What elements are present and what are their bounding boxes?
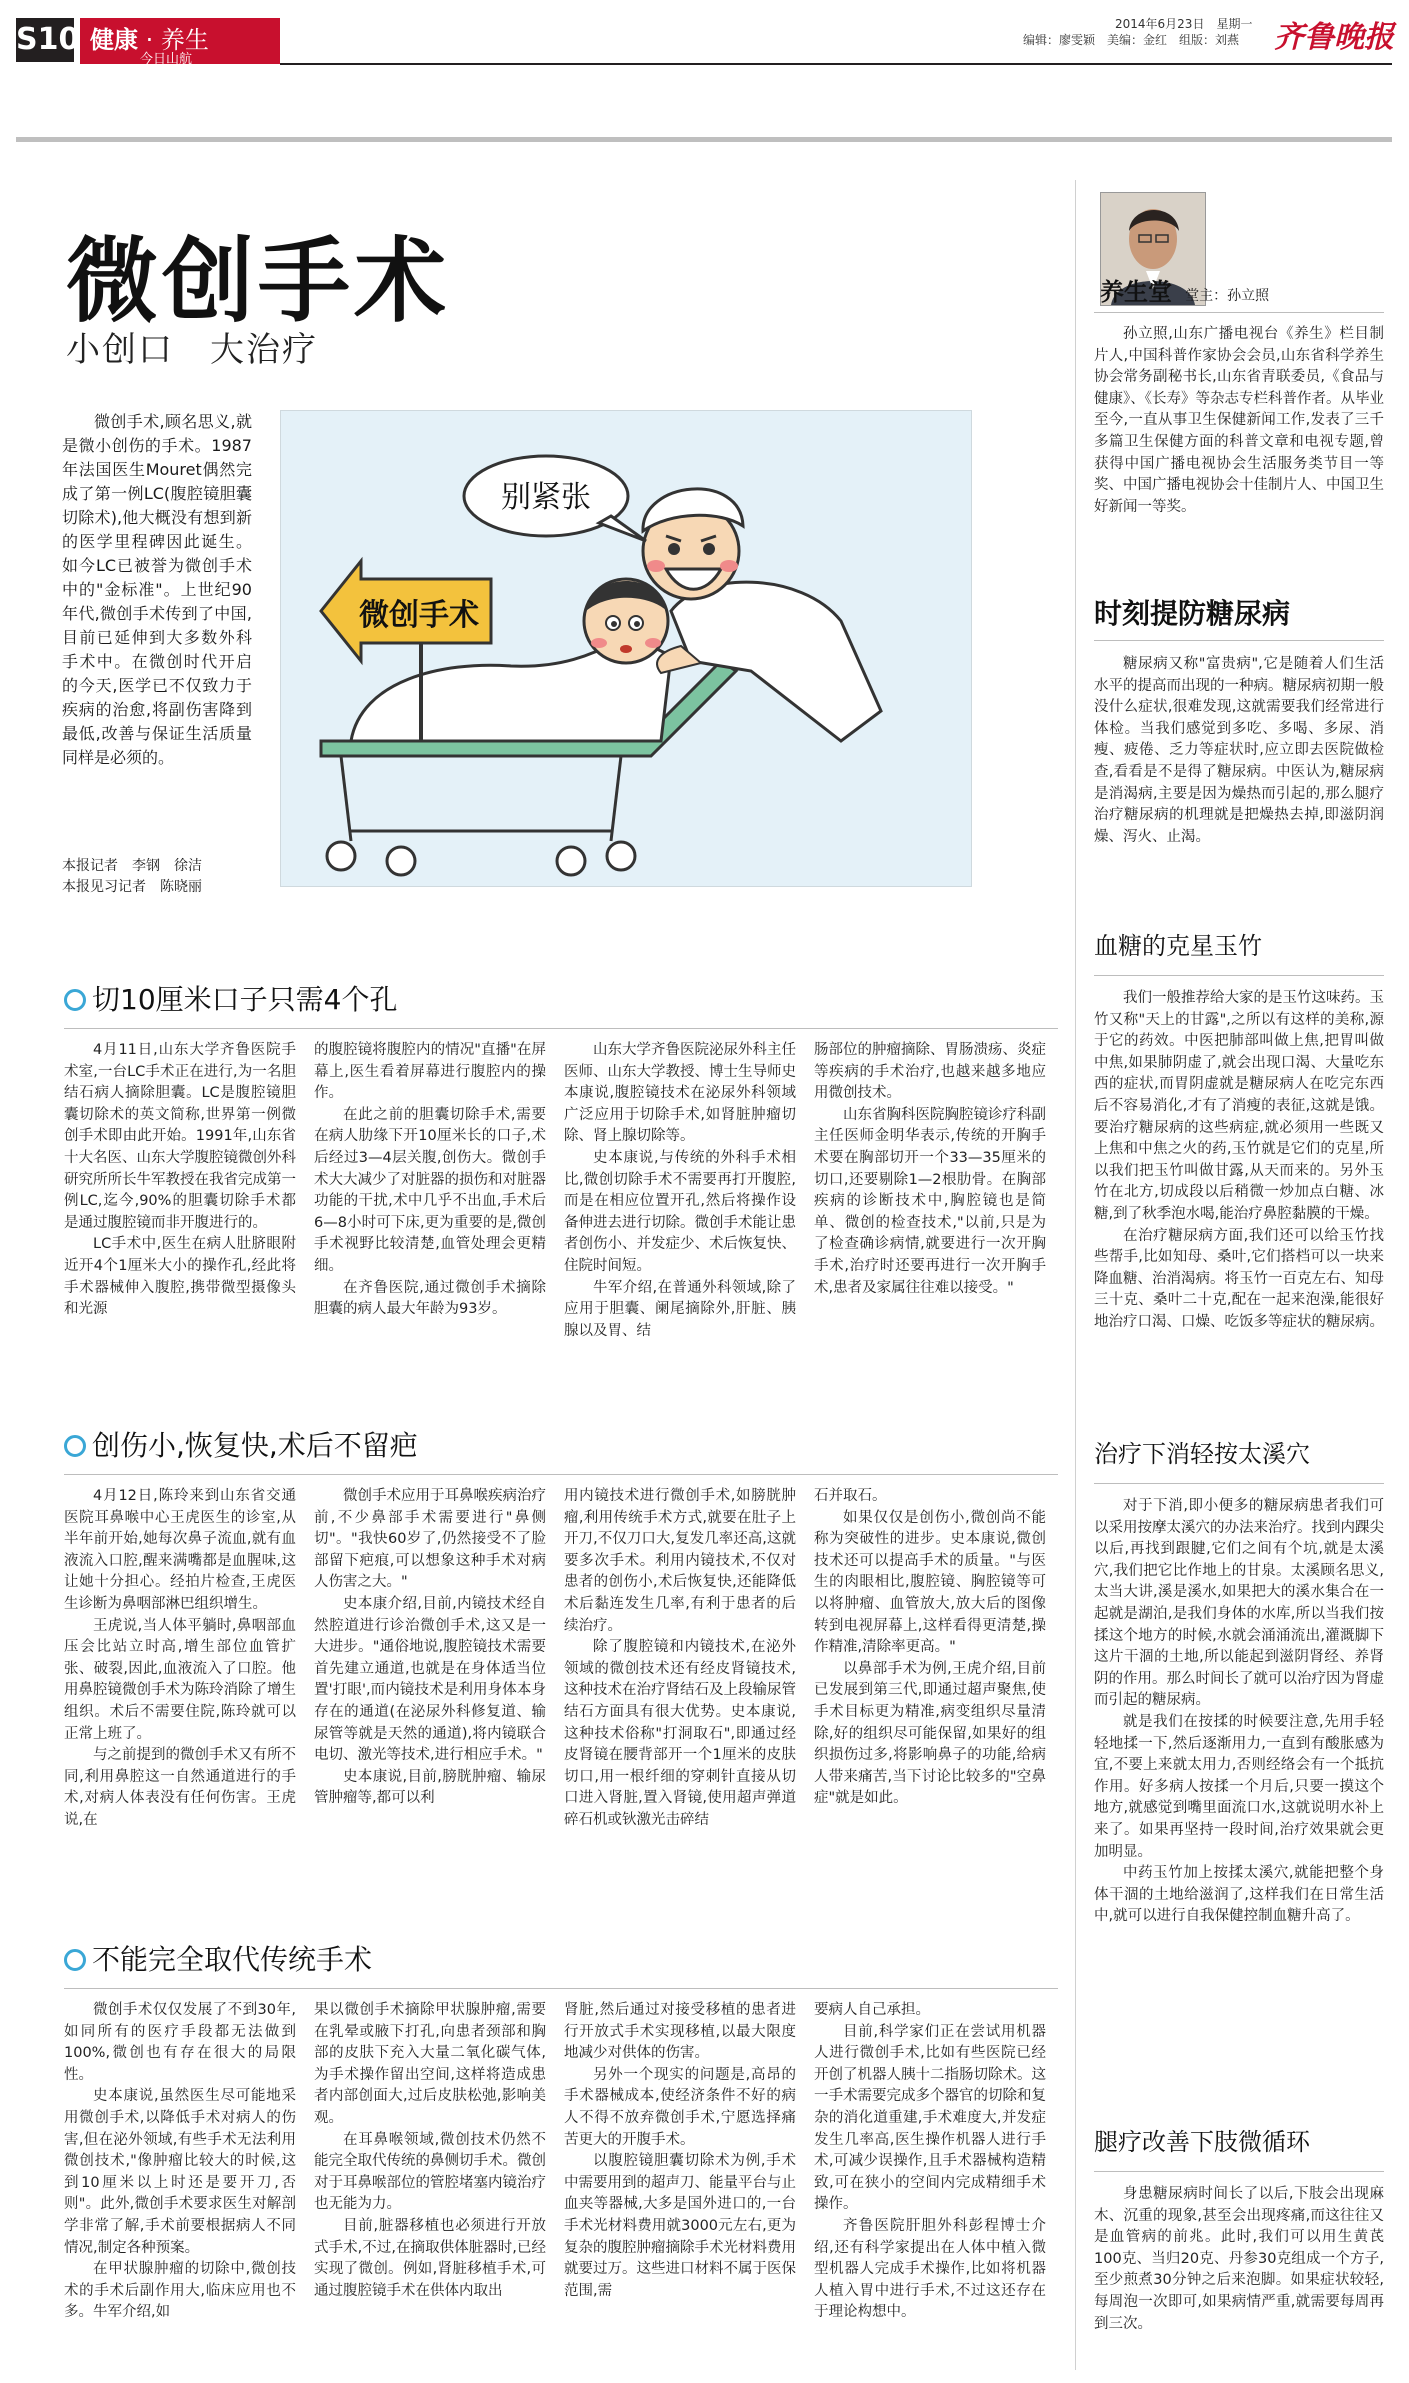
section-1-col-2 [314, 1040, 546, 1321]
paragraph: 目前,科学家们正在尝试用机器人进行微创手术,比如有些医院已经开创了机器人胰十二指肠切除术。这一手术需要完成多个器官的切除和复杂的消化道重建,手术难度大,并发症发生几率高,医生操作机器人进行手术,可减少误操作,且手术器械构造精致,可在狭小的空间内完成精细手术操作。 [814, 2023, 1046, 2213]
article-subtitle: 小创口 大治疗 [66, 330, 318, 370]
section-1-col-4 [814, 1040, 1046, 1299]
header-rule [280, 63, 1392, 65]
sidebar-main-title: 时刻提防糖尿病 [1094, 597, 1291, 630]
sidebar-block-title: 腿疗改善下肢微循环 [1094, 2128, 1310, 2156]
section-banner [80, 18, 280, 67]
speech-bubble [464, 456, 646, 541]
paragraph: 的腹腔镜将腹腔内的情况"直播"在屏幕上,医生看着屏幕进行腹腔内的操作。 [314, 1042, 546, 1102]
paragraph: 4月11日,山东大学齐鲁医院手术室,一台LC手术正在进行,为一名胆结石病人摘除胆囊。LC是腹腔镜胆囊切除术的英文简称,世界第一例微创手术即由此开始。1991年,山东省十大名医、山东大学腹腔镜微创外科研究所所长牛军教授在我省完成第一例LC,迄今,90%的胆囊切除手术都是通过腹腔镜而非开腹进行的。 [64, 1042, 296, 1231]
paragraph: 身患糖尿病时间长了以后,下肢会出现麻木、沉重的现象,甚至会出现疼痛,而这往往又是血管病的前兆。此时,我们可以用生黄芪100克、当归20克、丹参30克组成一个方子,至少煎煮30分钟之后来泡脚。如果症状较轻,每周泡一次即可,如果病情严重,就需要每周再到三次。 [1094, 2186, 1384, 2332]
bullet-circle-icon [64, 1435, 86, 1457]
paragraph: 4月12日,陈玲来到山东省交通医院耳鼻喉中心王虎医生的诊室,从半年前开始,她每次鼻子流血,就有血液流入口腔,醒来满嘴都是血腥味,这让她十分担心。经拍片检查,王虎医生诊断为鼻咽部淋巴组织增生。 [64, 1488, 296, 1612]
section-2-col-1 [64, 1486, 296, 1832]
sidebar-block-text [1094, 1496, 1384, 1928]
paragraph: 要病人自己承担。 [814, 2002, 930, 2018]
byline-reporters: 本报记者 李钢 徐洁 [62, 858, 202, 874]
sidebar-block-text [1094, 2184, 1384, 2335]
newspaper-masthead: 齐鲁晚报 [1274, 20, 1394, 55]
surgery-cartoon [281, 411, 971, 886]
paragraph: 用内镜技术进行微创手术,如膀胱肿瘤,利用传统手术方式,就要在肚子上开刀,不仅刀口大,复发几率还高,这就要多次手术。利用内镜技术,不仅对患者的创伤小,术后恢复快,还能降低术后黏连发生几率,有利于患者的后续治疗。 [564, 1488, 796, 1634]
section-2-col-2 [314, 1486, 546, 1810]
paragraph: 在治疗糖尿病方面,我们还可以给玉竹找些帮手,比如知母、桑叶,它们搭档可以一块来降血糖、治消渴病。将玉竹一百克左右、知母三十克、桑叶二十克,配在一起来泡澡,能很好地治疗口渴、口燥、吃饭多等症状的糖尿病。 [1094, 1227, 1384, 1330]
sidebar-rule-top [1094, 312, 1384, 313]
top-gray-bar [16, 137, 1392, 142]
paragraph: 如果仅仅是创伤小,微创尚不能称为突破性的进步。史本康说,微创技术还可以提高手术的质量。"与医生的肉眼相比,腹腔镜、胸腔镜等可以将肿瘤、血管放大,放大后的图像转到电视屏幕上,这样看得更清楚,操作精准,清除率更高。" [814, 1509, 1046, 1656]
sidebar-block-title: 治疗下消轻按太溪穴 [1094, 1440, 1310, 1468]
paragraph: 在齐鲁医院,通过微创手术摘除胆囊的病人最大年龄为93岁。 [314, 1279, 546, 1318]
paragraph: 史本康介绍,目前,内镜技术经自然腔道进行诊治微创手术,这又是一大进步。"通俗地说,腹腔镜技术需要首先建立通道,也就是在身体适当位置'打眼',而内镜技术是利用身体本身存在的通道(在泌尿外科修复道、输尿管等就是天然的通道),将内镜联合电切、激光等技术,进行相应手术。" [314, 1595, 546, 1764]
paragraph: 史本康说,与传统的外科手术相比,微创切除手术不需要再打开腹腔,而是在相应位置开孔,然后将操作设备伸进去进行切除。微创手术能让患者创伤小、并发症少、术后恢复快、住院时间短。 [564, 1149, 796, 1274]
section-3-col-2 [314, 2000, 546, 2302]
paragraph: 在甲状腺肿瘤的切除中,微创技术的手术后副作用大,临床应用也不多。牛军介绍,如 [64, 2261, 296, 2321]
paragraph: 就是我们在按揉的时候要注意,先用手轻轻地揉一下,然后逐渐用力,一直到有酸胀感为宜,不要上来就太用力,否则经络会有一个抵抗作用。好多病人按揉一个月后,只要一摸这个地方,就感觉到嘴里面流口水,这就说明水补上来了。如果再坚持一段时间,治疗效果就会更加明显。 [1094, 1713, 1384, 1860]
section-rule-1 [64, 1028, 1058, 1029]
speech-bubble-text: 别紧张 [501, 480, 591, 515]
article-title: 微创手术 [66, 228, 451, 335]
paragraph: 微创手术应用于耳鼻喉疾病治疗前,不少鼻部手术需要进行"鼻侧切"。"我快60岁了,仍然接受不了脸部留下疤痕,可以想象这种手术对病人伤害之大。" [314, 1488, 546, 1591]
paragraph: 以鼻部手术为例,王虎介绍,目前已发展到第三代,即通过超声聚焦,使手术目标更为精准,病变组织尽量清除,好的组织尽可能保留,如果好的组织损伤过多,将影响鼻子的功能,给病人带来痛苦,当下讨论比较多的"空鼻症"就是如此。 [814, 1660, 1046, 1807]
paragraph: 目前,脏器移植也必须进行开放式手术,不过,在摘取供体脏器时,已经实现了微创。例如,肾脏移植手术,可通过腹腔镜手术在供体内取出 [314, 2217, 546, 2299]
paragraph: 除了腹腔镜和内镜技术,在泌外领域的微创技术还有经皮肾镜技术,这种技术在治疗肾结石及上段输尿管结石方面具有很大优势。史本康说,这种技术俗称"打洞取石",即通过经皮肾镜在腰背部开一个1厘米的皮肤切口,用一根纤细的穿刺针直接从切口进入肾脏,置入肾镜,使用超声弹道碎石机或钬激光击碎结 [564, 1639, 796, 1828]
bullet-circle-icon [64, 989, 86, 1011]
paragraph: 与之前提到的微创手术又有所不同,利用鼻腔这一自然通道进行的手术,对病人体表没有任何伤害。王虎说,在 [64, 1747, 296, 1828]
section-3-col-4 [814, 2000, 1046, 2324]
sidebar-block-rule [1094, 1483, 1384, 1484]
column-host: 堂主：孙立照 [1185, 288, 1270, 304]
paragraph: 肾脏,然后通过对接受移植的患者进行开放式手术实现移植,以最大限度地减少对供体的伤害。 [564, 2002, 796, 2062]
paragraph: 石并取石。 [814, 1488, 887, 1504]
paragraph: 对于下消,即小便多的糖尿病患者我们可以采用按摩太溪穴的办法来治疗。找到内踝尖以后,再找到跟腱,它们之间有个坑,就是太溪穴,我们把它比作地上的甘泉。太溪顾名思义,太当大讲,溪是溪水,如果把大的溪水集合在一起就是湖泊,是我们身体的水库,所以当我们按揉这个地方的时候,水就会涌涌流出,灌溉脚下这片干涸的土地,所以能起到滋阴肾经、养肾阴的作用。那么时间长了就可以治疗因为肾虚而引起的糖尿病。 [1094, 1498, 1384, 1709]
paragraph: 在此之前的胆囊切除手术,需要在病人肋缘下开10厘米长的口子,术后经过3—4层关腹,创伤大。微创手术大大减少了对脏器的损伤和对脏器功能的干扰,术中几乎不出血,手术后6—8小时可下床,更为重要的是,微创手术视野比较清楚,血管处理会更精细。 [314, 1106, 546, 1274]
section-title: 健康 · 养生 [90, 26, 209, 54]
sidebar-block-rule [1094, 2171, 1384, 2172]
sidebar-block-2 [1094, 1434, 1384, 1928]
column-name: 养生堂 [1100, 278, 1172, 306]
section-1-col-1 [64, 1040, 296, 1321]
section-tag: 今日山航 [140, 52, 193, 67]
column-divider [1075, 180, 1076, 2370]
arrow-sign-text: 微创手术 [359, 598, 479, 633]
paragraph: 我们一般推荐给大家的是玉竹这味药。玉竹又称"天上的甘露",之所以有这样的美称,源于它的药效。中医把肺部叫做上焦,把胃叫做中焦,如果肺阴虚了,就会出现口渴、大量吃东西的症状,而胃阴虚就是糖尿病人在吃完东西后不容易消化,才有了消瘦的表征,这就是饿。要治疗糖尿病的这些病症,就必须用一些既又上焦和中焦之火的药,玉竹就是它们的克星,所以我们把玉竹叫做甘露,从天而来的。另外玉竹在北方,切成段以后稍微一炒加点白糖、冰糖,到了秋季泡水喝,能治疗鼻腔黏膜的干燥。 [1094, 990, 1384, 1222]
byline [62, 856, 262, 898]
sidebar-main-text [1094, 654, 1384, 848]
paragraph: 史本康说,虽然医生尽可能地采用微创手术,以降低手术对病人的伤害,但在泌外领域,有些手术无法利用微创技术,"像肿瘤比较大的时候,这到10厘米以上时还是要开刀,否则"。此外,微创手术要求医生对解剖学非常了解,手术前要根据病人不同情况,制定各种预案。 [64, 2088, 296, 2256]
section-1-col-3 [564, 1040, 796, 1342]
bio-paragraph: 孙立照,山东广播电视台《养生》栏目制片人,中国科普作家协会会员,山东省科学养生协会常务副秘书长,山东省青联委员,《食品与健康》、《长寿》等杂志专栏科普作者。从毕业至今,一直从事卫生保健新闻工作,发表了三千多篇卫生保健方面的科普文章和电视专题,曾获得中国广播电视协会生活服务类节目一等奖、中国广播电视协会十佳制片人、中国卫生好新闻一等奖。 [1094, 326, 1384, 515]
paragraph: 王虎说,当人体平躺时,鼻咽部血压会比站立时高,增生部位血管扩张、破裂,因此,血液流入了口腔。他用鼻腔镜微创手术为陈玲消除了增生组织。术后不需要住院,陈玲就可以正常上班了。 [64, 1617, 296, 1742]
illustration [280, 410, 972, 887]
paragraph: 以腹腔镜胆囊切除术为例,手术中需要用到的超声刀、能量平台与止血夹等器械,大多是国外进口的,一台手术光材料费用就3000元左右,更为复杂的腹腔肿瘤摘除手术光材料费用就要过万。这些进口材料不属于医保范围,需 [564, 2153, 796, 2299]
sidebar-rule-main [1094, 640, 1384, 641]
paragraph: 在耳鼻喉领域,微创技术仍然不能完全取代传统的鼻侧切手术。微创对于耳鼻喉部位的管腔堵塞内镜治疗也无能为力。 [314, 2131, 546, 2213]
paragraph: 齐鲁医院肝胆外科彭程博士介绍,还有科学家提出在人体中植入微型机器人完成手术操作,比如将机器人植入胃中进行手术,不过这还存在于理论构想中。 [814, 2217, 1046, 2321]
section-rule-2 [64, 1474, 1058, 1475]
section-heading-1: 切10厘米口子只需4个孔 [64, 978, 397, 1018]
bullet-circle-icon [64, 1949, 86, 1971]
section-2-col-3 [564, 1486, 796, 1832]
paragraph: 史本康说,目前,膀胱肿瘤、输尿管肿瘤等,都可以利 [314, 1768, 546, 1807]
paragraph: 微创手术仅仅发展了不到30年,如同所有的医疗手段都无法做到100%,微创也有存在很大的局限性。 [64, 2002, 296, 2083]
sidebar-block-rule [1094, 975, 1384, 976]
column-header [1100, 272, 1390, 308]
paragraph: 牛军介绍,在普通外科领域,除了应用于胆囊、阑尾摘除外,肝脏、胰腺以及胃、结 [564, 1279, 796, 1339]
sidebar-block-title: 血糖的克星玉竹 [1094, 932, 1262, 960]
section-rule-3 [64, 1988, 1058, 1989]
paragraph: 另外一个现实的问题是,高昂的手术器械成本,使经济条件不好的病人不得不放弃微创手术,宁愿选择痛苦更大的开腹手术。 [564, 2066, 796, 2148]
section-heading-3: 不能完全取代传统手术 [64, 1938, 372, 1978]
article-intro [62, 410, 252, 770]
columnist-bio [1094, 324, 1384, 518]
intro-paragraph: 微创手术,顾名思义,就是微小创伤的手术。1987年法国医生Mouret偶然完成了第一例LC(腹腔镜胆囊切除术),他大概没有想到新的医学里程碑因此诞生。如今LC已被誉为微创手术中的"金标准"。上世纪90年代,微创手术传到了中国,目前已延伸到大多数外科手术中。在微创时代开启的今天,医学已不仅致力于疾病的治愈,将副伤害降到最低,改善与保证生活质量同样是必须的。 [62, 412, 252, 767]
sidebar-block-text [1094, 988, 1384, 1334]
paragraph: 果以微创手术摘除甲状腺肿瘤,需要在乳晕或腋下打孔,向患者颈部和胸部的皮肤下充入大量二氧化碳气体,为手术操作留出空间,这样将造成患者内部创面大,过后皮肤松弛,影响美观。 [314, 2002, 546, 2126]
section-heading-2: 创伤小,恢复快,术后不留疤 [64, 1424, 418, 1464]
page-number: S10 [16, 18, 74, 62]
paragraph: 山东大学齐鲁医院泌尿外科主任医师、山东大学教授、博士生导师史本康说,腹腔镜技术在泌尿外科领域广泛应用于切除手术,如肾脏肿瘤切除、肾上腺切除等。 [564, 1042, 796, 1145]
paragraph: 糖尿病又称"富贵病",它是随着人们生活水平的提高而出现的一种病。糖尿病初期一般没什么症状,很难发现,这就需要我们经常进行体检。当我们感觉到多吃、多喝、多尿、消瘦、疲倦、乏力等症状时,应立即去医院做检查,看看是不是得了糖尿病。中医认为,糖尿病是消渴病,主要是因为燥热而引起的,那么腿疗治疗糖尿病的机理就是把燥热去掉,即滋阴润燥、泻火、止渴。 [1094, 656, 1384, 845]
section-3-col-1 [64, 2000, 296, 2324]
section-2-col-4 [814, 1486, 1046, 1810]
issue-date: 2014年6月23日 星期一 [1115, 17, 1253, 31]
sidebar-block-3 [1094, 2122, 1384, 2335]
section-3-col-3 [564, 2000, 796, 2302]
paragraph: 肠部位的肿瘤摘除、胃肠溃疡、炎症等疾病的手术治疗,也越来越多地应用微创技术。 [814, 1042, 1046, 1102]
paragraph: 山东省胸科医院胸腔镜诊疗科副主任医师金明华表示,传统的开胸手术要在胸部切开一个33—35厘米的切口,还要剔除1—2根肋骨。在胸部疾病的诊断技术中,胸腔镜也是简单、微创的检查技术,"以前,只是为了检查确诊病情,就要进行一次开胸手术,治疗时还要再进行一次开胸手术,患者及家属往往难以接受。" [814, 1106, 1046, 1296]
paragraph: LC手术中,医生在病人肚脐眼附近开4个1厘米大小的操作孔,经此将手术器械伸入腹腔,携带微型摄像头和光源 [64, 1236, 296, 1318]
editors-credit: 编辑：廖雯颖 美编：金红 组版：刘燕 [1023, 33, 1240, 47]
paragraph: 中药玉竹加上按揉太溪穴,就能把整个身体干涸的土地给滋润了,这样我们在日常生活中,就可以进行自我保健控制血糖升高了。 [1094, 1865, 1384, 1925]
sidebar-block-1 [1094, 926, 1384, 1334]
byline-interns: 本报见习记者 陈晓丽 [62, 879, 202, 895]
